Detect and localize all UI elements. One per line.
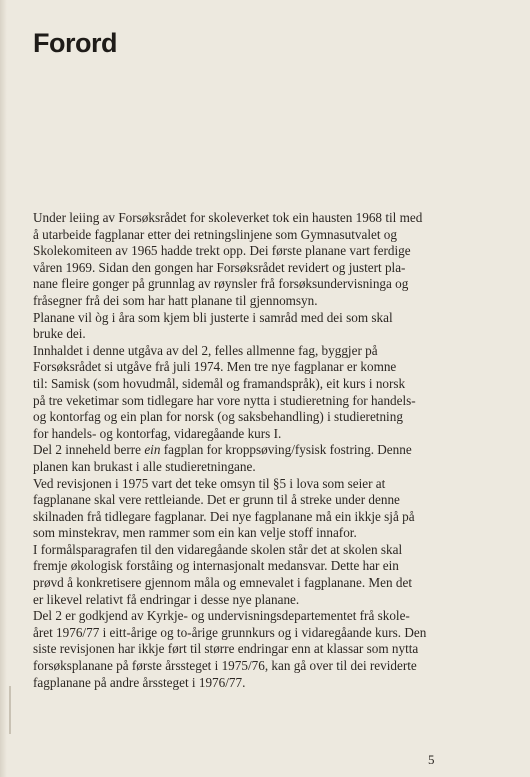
- text-line: for handels- og kontorfag, vidaregåande kurs I.: [33, 425, 282, 441]
- text-line: bruke dei.: [33, 326, 86, 342]
- text-line: Del 2 er godkjend av Kyrkje- og undervisningsdepartementet frå skole-: [33, 608, 410, 624]
- text-line: nane fleire gonger på grunnlag av røynsler frå forsøksundervisninga og: [33, 276, 409, 292]
- text-line: Ved revisjonen i 1975 vart det teke omsyn til §5 i lova som seier at: [33, 475, 386, 491]
- text-line: til: Samisk (som hovudmål, sidemål og framandspråk), eit kurs i norsk: [33, 375, 406, 391]
- text-line: Planane vil òg i åra som kjem bli justerte i samråd med dei som skal: [33, 309, 393, 325]
- page-heading: Forord: [33, 28, 117, 58]
- margin-mark: [9, 686, 11, 734]
- text-line: fråsegner frå dei som har hatt planane til gjennomsyn.: [33, 292, 318, 308]
- text-line: fagplanane på andre årssteget i 1976/77.: [33, 674, 246, 690]
- text-line: I formålsparagrafen til den vidaregåande skolen står det at skolen skal: [33, 541, 403, 557]
- text-line: Innhaldet i denne utgåva av del 2, felles allmenne fag, byggjer på: [33, 342, 378, 358]
- text-line: Forsøksrådet si utgåve frå juli 1974. Men tre nye fagplanar er komne: [33, 359, 397, 375]
- body-text: [33, 210, 503, 691]
- text-line: er likevel relativt få endringar i desse nye planane.: [33, 591, 300, 607]
- text-line: året 1976/77 i eitt-årige og to-årige grunnkurs og i vidaregåande kurs. Den: [33, 624, 427, 640]
- page-number: 5: [428, 752, 435, 767]
- text-line: å utarbeide fagplanar etter dei retningslinjene som Gymnasutvalet og: [33, 226, 397, 242]
- text-line: siste revisjonen har ikkje ført til større endringar enn at klassar som nytta: [33, 641, 419, 657]
- text-line: forsøksplanane på første årssteget i 1975/76, kan gå over til dei reviderte: [33, 658, 417, 674]
- text-line: fremje økologisk forståing og internasjonalt medansvar. Dette har ein: [33, 558, 399, 574]
- text-line: planen kan brukast i alle studieretningane.: [33, 458, 256, 474]
- text-line: Del 2 inneheld berre ein fagplan for kroppsøving/fysisk fostring. Denne: [33, 442, 412, 458]
- text-line: og kontorfag og ein plan for norsk (og saksbehandling) i studieretning: [33, 409, 403, 425]
- text-line: prøvd å konkretisere gjennom måla og emnevalet i fagplanane. Men det: [33, 575, 413, 591]
- emphasis-word: ein: [144, 442, 161, 458]
- text-line: skilnaden frå tidlegare fagplanar. Dei nye fagplanane må ein ikkje sjå på: [33, 508, 415, 524]
- text-line: våren 1969. Sidan den gongen har Forsøksrådet revidert og justert pla-: [33, 259, 406, 275]
- text-line: Skolekomiteen av 1965 hadde trekt opp. Dei første planane vart ferdige: [33, 243, 411, 259]
- text-line: på tre veketimar som tidlegare har vore nytta i studieretning for handels-: [33, 392, 416, 408]
- page-edge: [0, 0, 7, 777]
- text-line: Under leiing av Forsøksrådet for skoleverket tok ein hausten 1968 til med: [33, 210, 423, 225]
- text-line: som minstekrav, men rammer som ein kan velje stoff innafor.: [33, 525, 357, 541]
- text-line: fagplanane skal vere rettleiande. Det er grunn til å streke under denne: [33, 492, 400, 508]
